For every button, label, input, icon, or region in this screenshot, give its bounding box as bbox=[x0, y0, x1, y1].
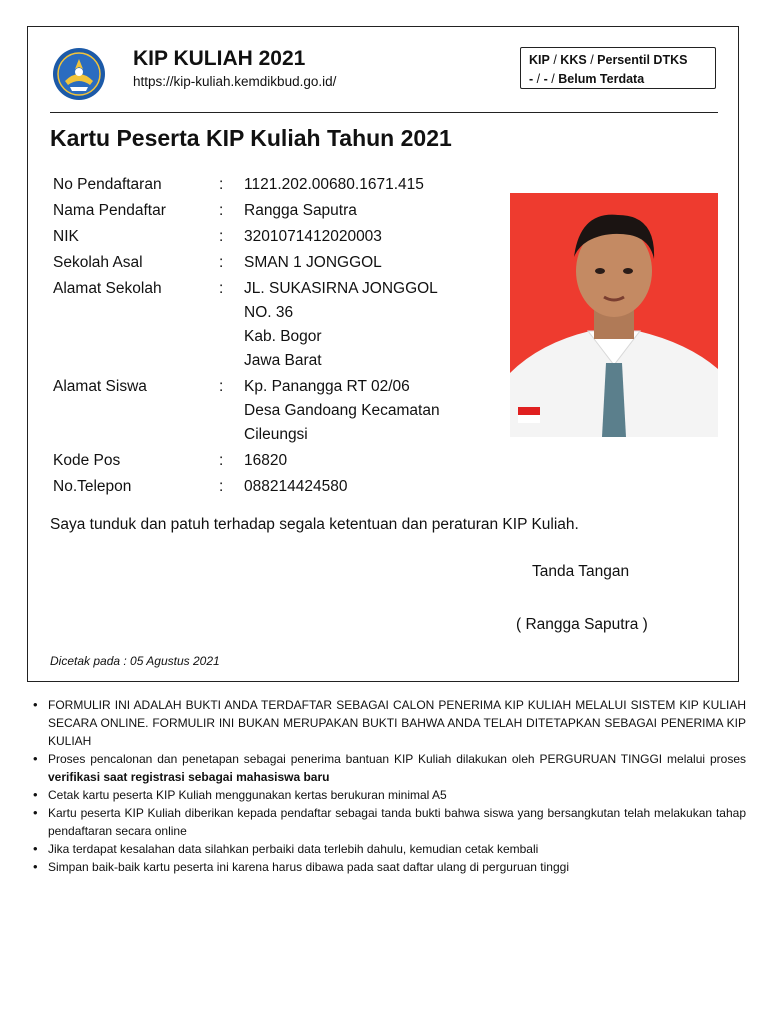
status-line-1 bbox=[529, 51, 707, 70]
note-item bbox=[30, 696, 746, 750]
field-label: Kode Pos bbox=[53, 452, 121, 469]
field-colon: : bbox=[219, 202, 224, 219]
status-sep: / bbox=[551, 72, 555, 86]
field-value-line: 1121.202.00680.1671.415 bbox=[244, 176, 424, 193]
field-label: No.Telepon bbox=[53, 478, 132, 495]
field-value-line: 16820 bbox=[244, 452, 288, 469]
field-row bbox=[53, 199, 494, 223]
status-sep: / bbox=[553, 53, 557, 67]
program-url: https://kip-kuliah.kemdikbud.go.id/ bbox=[133, 74, 337, 89]
field-colon: : bbox=[219, 478, 224, 495]
field-value bbox=[244, 173, 494, 197]
participant-photo bbox=[510, 193, 718, 437]
note-item bbox=[30, 750, 746, 786]
field-colon: : bbox=[219, 228, 224, 245]
note-text: Proses pencalonan dan penetapan sebagai penerima bantuan KIP Kuliah dilakukan oleh PERGURUAN TINGGI melalui proses bbox=[48, 752, 746, 766]
status-box bbox=[520, 47, 716, 89]
program-title: KIP KULIAH 2021 bbox=[133, 47, 306, 70]
field-label: No Pendaftaran bbox=[53, 176, 162, 193]
agreement-statement: Saya tunduk dan patuh terhadap segala ketentuan dan peraturan KIP Kuliah. bbox=[50, 516, 579, 533]
field-value-line: JL. SUKASIRNA JONGGOL bbox=[244, 280, 438, 297]
field-row bbox=[53, 225, 494, 249]
status-dtks-value: Belum Terdata bbox=[558, 72, 645, 86]
note-text: FORMULIR INI ADALAH BUKTI ANDA TERDAFTAR SEBAGAI CALON PENERIMA KIP KULIAH MELALUI SISTEM KIP KULIAH SECARA ONLINE. FORMULIR INI BUKAN MERUPAKAN BUKTI BAHWA ANDA TELAH DITETAPKAN SEBAGAI PENERIMA KIP KULIAH bbox=[48, 698, 746, 748]
note-text: Cetak kartu peserta KIP Kuliah menggunakan kertas berukuran minimal A5 bbox=[48, 788, 447, 802]
field-row bbox=[53, 475, 494, 499]
field-row bbox=[53, 449, 494, 473]
field-value-line: 3201071412020003 bbox=[244, 228, 382, 245]
status-line-2 bbox=[529, 70, 707, 89]
field-value-line: Rangga Saputra bbox=[244, 202, 357, 219]
note-text: Simpan baik-baik kartu peserta ini karena harus dibawa pada saat daftar ulang di perguruan tinggi bbox=[48, 860, 569, 874]
field-label: Sekolah Asal bbox=[53, 254, 143, 271]
field-value-line: Kp. Panangga RT 02/06 bbox=[244, 378, 410, 395]
status-kip-value: - bbox=[529, 72, 534, 86]
printed-date: Dicetak pada : 05 Agustus 2021 bbox=[50, 654, 220, 668]
field-value-line: Kab. Bogor bbox=[244, 328, 322, 345]
note-item bbox=[30, 840, 746, 858]
field-label: Nama Pendaftar bbox=[53, 202, 166, 219]
note-text: Jika terdapat kesalahan data silahkan perbaiki data terlebih dahulu, kemudian cetak kembali bbox=[48, 842, 539, 856]
field-colon: : bbox=[219, 452, 224, 469]
field-row bbox=[53, 173, 494, 197]
field-colon: : bbox=[219, 280, 224, 297]
note-item bbox=[30, 804, 746, 840]
field-value bbox=[244, 375, 494, 447]
field-value bbox=[244, 225, 494, 249]
field-colon: : bbox=[219, 254, 224, 271]
field-colon: : bbox=[219, 176, 224, 193]
field-value-line: NO. 36 bbox=[244, 304, 294, 321]
field-value-line: Desa Gandoang Kecamatan bbox=[244, 402, 440, 419]
status-sep: / bbox=[536, 72, 541, 86]
field-value-line: Cileungsi bbox=[244, 426, 308, 443]
note-emphasis: verifikasi saat registrasi sebagai mahasiswa baru bbox=[48, 770, 330, 784]
note-text: Kartu peserta KIP Kuliah diberikan kepada pendaftar sebagai tanda bukti bahwa siswa yang bersangkutan telah melakukan tahap pendaftaran secara online bbox=[48, 806, 746, 838]
field-value bbox=[244, 449, 494, 473]
status-dtks: Persentil DTKS bbox=[597, 53, 688, 67]
field-value bbox=[244, 251, 494, 275]
field-row bbox=[53, 375, 494, 447]
status-kip: KIP bbox=[529, 53, 550, 67]
field-value-line: Jawa Barat bbox=[244, 352, 322, 369]
note-item bbox=[30, 786, 746, 804]
card-title: Kartu Peserta KIP Kuliah Tahun 2021 bbox=[50, 125, 452, 151]
field-value bbox=[244, 475, 494, 499]
field-label: Alamat Sekolah bbox=[53, 280, 162, 297]
field-value-line: 088214424580 bbox=[244, 478, 348, 495]
note-item bbox=[30, 858, 746, 876]
signature-label: Tanda Tangan bbox=[532, 563, 630, 580]
signature-name: ( Rangga Saputra ) bbox=[516, 616, 648, 633]
field-value bbox=[244, 277, 494, 373]
field-row bbox=[53, 277, 494, 373]
status-kks: KKS bbox=[560, 53, 587, 67]
participant-card bbox=[27, 26, 739, 682]
field-value bbox=[244, 199, 494, 223]
field-value-line: SMAN 1 JONGGOL bbox=[244, 254, 382, 271]
tut-wuri-handayani-logo bbox=[52, 47, 106, 101]
header-divider bbox=[50, 112, 718, 113]
field-colon: : bbox=[219, 378, 224, 395]
notes-list bbox=[30, 696, 746, 876]
field-row bbox=[53, 251, 494, 275]
status-kks-value: - bbox=[543, 72, 548, 86]
status-sep: / bbox=[590, 53, 594, 67]
participant-fields bbox=[53, 173, 494, 501]
field-label: Alamat Siswa bbox=[53, 378, 147, 395]
field-label: NIK bbox=[53, 228, 79, 245]
